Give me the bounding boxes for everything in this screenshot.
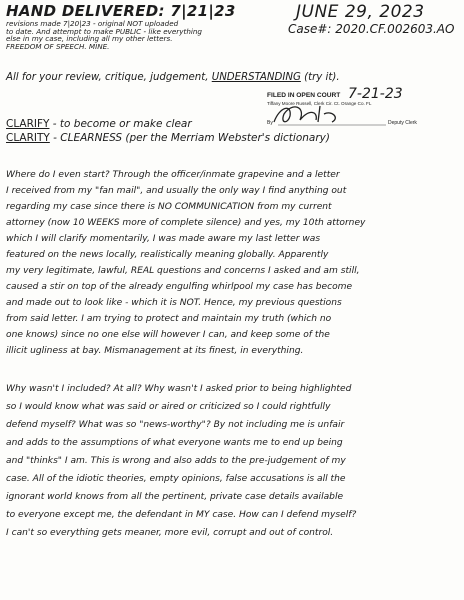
body-line: from said letter. I am trying to protect and maintain my truth (which no (6, 314, 332, 324)
body-line: attorney (now 10 WEEKS more of complete silence) and yes, my 10th attorney (6, 218, 366, 228)
definition-clarity (6, 132, 330, 144)
stamp-deputy-label: Deputy Clerk (388, 120, 417, 126)
body-line: Where do I even start? Through the officer/inmate grapevine and a letter (6, 170, 340, 180)
body-line: and "thinks" I am. This is wrong and also adds to the pre-judgement of my (6, 456, 346, 466)
stamp-clerk-line: Tiffany Moore Russell, Clerk Cir. Ct. Orange Co. FL (267, 101, 372, 106)
definition-term: CLARIFY (6, 118, 50, 130)
stamp-by-label: By (267, 120, 273, 126)
revision-note (6, 20, 256, 50)
body-line: so I would know what was said or aired or criticized so I could rightfully (6, 402, 331, 412)
body-line: regarding my case since there is NO COMMUNICATION from my current (6, 202, 332, 212)
definition-text: - CLEARNESS (per the Merriam Webster's dictionary) (49, 132, 330, 144)
body-line: I can't so everything gets meaner, more evil, corrupt and out of control. (6, 528, 334, 538)
court-filing-stamp (240, 86, 450, 132)
stamp-filed-date: 7-21-23 (348, 86, 403, 102)
body-line: illicit ugliness at bay. Mismanagement at its finest, in everything. (6, 346, 304, 356)
body-line: Why wasn't I included? At all? Why wasn't I asked prior to being highlighted (6, 384, 352, 394)
intro-text-end: (try it). (300, 72, 340, 83)
body-line: and adds to the assumptions of what everyone wants me to end up being (6, 438, 343, 448)
intro-line (6, 72, 340, 83)
letter-date: JUNE 29, 2023 (296, 2, 425, 22)
revision-note-line: to date. And attempt to make PUBLIC - like everything (6, 26, 202, 36)
definition-clarify (6, 118, 192, 130)
definition-text: - to become or make clear (49, 118, 192, 130)
revision-note-line: FREEDOM OF SPEECH. MINE. (6, 41, 110, 51)
body-line: my very legitimate, lawful, REAL questions and concerns I asked and am still, (6, 266, 360, 276)
body-line: case. All of the idiotic theories, empty opinions, false accusations is all the (6, 474, 346, 484)
definition-term: CLARITY (6, 132, 50, 144)
body-line: which I will clarify momentarily, I was made aware my last letter was (6, 234, 321, 244)
body-line: and made out to look like - which it is NOT. Hence, my previous questions (6, 298, 342, 308)
stamp-heading: FILED IN OPEN COURT (267, 92, 341, 99)
revision-note-line: else in my case, including all my other letters. (6, 34, 173, 44)
body-line: defend myself? What was so "news-worthy"? By not including me is unfair (6, 420, 345, 430)
intro-text: All for your review, critique, judgement, (6, 72, 212, 83)
body-line: caused a stir on top of the already engulfing whirlpool my case has become (6, 282, 353, 292)
body-line: I received from my "fan mail", and usually the only way I find anything out (6, 186, 347, 196)
hand-delivered-note: HAND DELIVERED: 7|21|23 (6, 2, 236, 20)
body-line: one knows) since no one else will however I can, and keep some of the (6, 330, 330, 340)
body-line: featured on the news locally, realistically meaning globally. Apparently (6, 250, 329, 260)
body-line: ignorant world knows from all the pertinent, private case details available (6, 492, 344, 502)
body-line: to everyone except me, the defendant in MY case. How can I defend myself? (6, 510, 357, 520)
intro-underlined-word: UNDERSTANDING (211, 72, 301, 83)
revision-note-line: revisions made 7|20|23 - original NOT uploaded (6, 19, 179, 28)
case-number: Case#: 2020.CF.002603.AO (288, 22, 455, 36)
